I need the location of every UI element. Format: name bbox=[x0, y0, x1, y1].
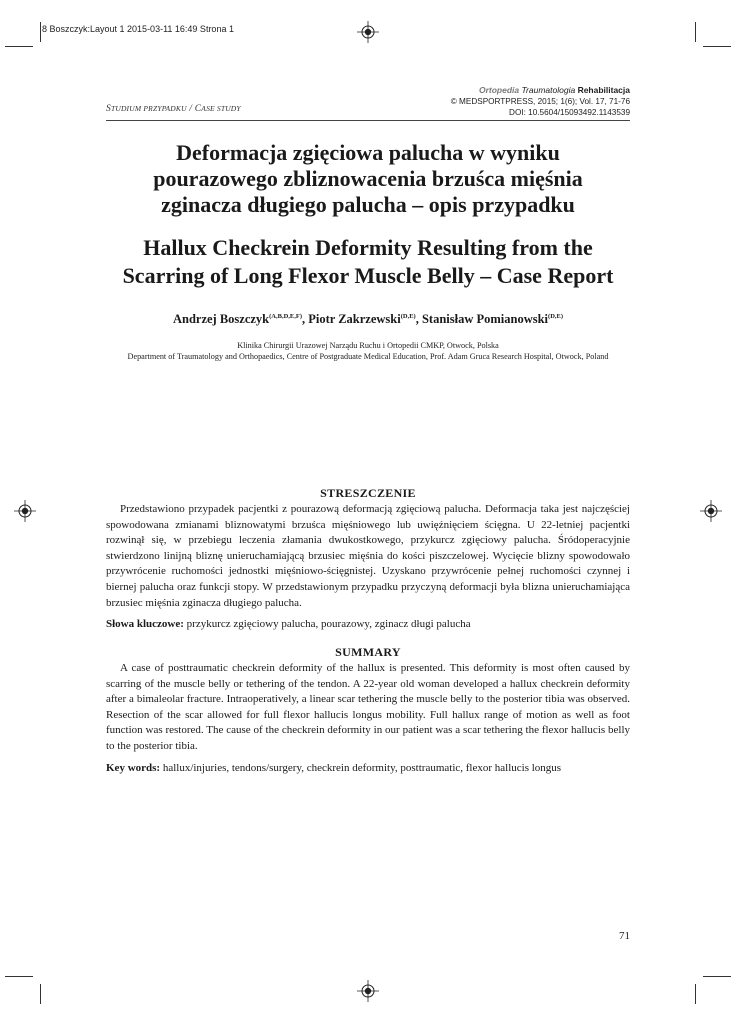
title-line: pourazowego zbliznowacenia brzuśca mięśnia bbox=[153, 166, 583, 191]
section-label-initial: S bbox=[106, 104, 111, 114]
author-contribution: (D,E) bbox=[400, 312, 416, 320]
journal-brand: Ortopedia bbox=[478, 85, 520, 95]
journal-citation: © MEDSPORTPRESS, 2015; 1(6); Vol. 17, 71-76 bbox=[450, 97, 630, 106]
title-line: Hallux Checkrein Deformity Resulting from the bbox=[143, 235, 593, 260]
section-label-rest: ASE STUDY bbox=[201, 104, 241, 113]
crop-mark bbox=[40, 22, 41, 42]
author-contribution: (A,B,D,E,F) bbox=[269, 312, 302, 320]
crop-mark bbox=[695, 22, 696, 42]
journal-doi: DOI: 10.5604/15093492.1143539 bbox=[509, 108, 630, 117]
abstract-polish: Przedstawiono przypadek pacjentki z pourazową deformacją zgięciową palucha. Deformacja taka jest najczęściej spowodowana zmianami bliznowatymi brzuśca mięśniowego lub uwięźnięciem ścięgna. U 22-letniej pacjentki rozwinął się, w przebiegu leczenia złamania dwukostkowego, przykurcz zgięciowy palucha. Śródoperacyjnie stwierdzono linijną bliznę unieruchamiającą brzusiec mięśnia do kości piszczelowej. Wycięcie blizny spowodowało przywrócenie ruchomości jednostki mięśniowo-ścięgnistej. Uzyskano przywrócenie pełnej ruchomości czynnej i biernej palucha oraz funkcji stopy. W przedstawionym przypadku przyczyną deformacji była blizna unieruchamiająca brzusiec mięśnia zginacza długiego palucha. bbox=[106, 503, 630, 609]
affiliation-english: Department of Traumatology and Orthopaedics, Centre of Postgraduate Medical Education, Prof. Adam Gruca Research Hospital, Otwock, Poland bbox=[127, 352, 609, 361]
registration-mark-icon bbox=[357, 21, 379, 43]
keywords-polish bbox=[106, 617, 630, 632]
registration-mark-icon bbox=[700, 500, 722, 522]
author-name: Piotr Zakrzewski bbox=[308, 312, 401, 326]
authors bbox=[106, 312, 630, 327]
affiliation bbox=[60, 340, 676, 362]
section-label-initial: C bbox=[194, 104, 202, 114]
crop-mark bbox=[703, 46, 731, 47]
crop-mark bbox=[5, 976, 33, 977]
author-separator: , bbox=[415, 312, 422, 326]
keywords-text: hallux/injuries, tendons/surgery, checkrein deformity, posttraumatic, flexor hallucis longus bbox=[160, 762, 562, 774]
title-line: Deformacja zgięciowa palucha w wyniku bbox=[176, 140, 560, 165]
section-label-rest: TUDIUM PRZYPADKU bbox=[110, 104, 187, 113]
abstract-english: A case of posttraumatic checkrein deformity of the hallux is presented. This deformity is most often caused by scarring of the muscle belly or tethering of the tendon. A 22-year old woman developed a hallux checkrein deformity after a bimaleolar fracture. Intraoperatively, a linear scar tethering the muscle belly to the posterior tibia was observed. Resection of the scar allowed for full flexor hallucis longus mobility. Full hallux range of motion as well as foot function was restored. The cause of the checkrein deformity in our patient was a scar tethering the flexor hallucis belly to the posterior tibia. bbox=[106, 662, 630, 752]
section-label-separator: / bbox=[186, 104, 195, 114]
title-polish bbox=[106, 140, 630, 218]
title-line: Scarring of Long Flexor Muscle Belly – Case Report bbox=[122, 263, 614, 288]
keywords-english bbox=[106, 761, 630, 776]
author-name: Andrzej Boszczyk bbox=[172, 312, 270, 326]
title-line: zginacza długiego palucha – opis przypadku bbox=[161, 192, 575, 217]
page-number: 71 bbox=[619, 930, 630, 942]
crop-mark bbox=[695, 984, 696, 1004]
crop-mark bbox=[40, 984, 41, 1004]
author-separator: , bbox=[302, 312, 309, 326]
journal-header bbox=[451, 85, 630, 118]
keywords-text: przykurcz zgięciowy palucha, pourazowy, zginacz długi palucha bbox=[183, 618, 471, 630]
registration-mark-icon bbox=[357, 980, 379, 1002]
section-label bbox=[106, 104, 241, 114]
title-english bbox=[106, 234, 630, 290]
keywords-label: Słowa kluczowe: bbox=[106, 618, 184, 630]
journal-name-mid: Traumatologia bbox=[521, 85, 576, 95]
affiliation-polish: Klinika Chirurgii Urazowej Narządu Ruchu i Ortopedii CMKP, Otwock, Polska bbox=[237, 341, 499, 350]
registration-mark-icon bbox=[14, 500, 36, 522]
keywords-label: Key words: bbox=[106, 762, 161, 774]
crop-mark bbox=[5, 46, 33, 47]
abstract-heading-english: SUMMARY bbox=[335, 645, 401, 659]
abstract-heading-polish: STRESZCZENIE bbox=[320, 486, 416, 500]
crop-mark bbox=[703, 976, 731, 977]
author-name: Stanisław Pomianowski bbox=[421, 312, 549, 326]
author-contribution: (D,E) bbox=[548, 312, 564, 320]
header-rule bbox=[106, 120, 630, 121]
print-slug: 8 Boszczyk:Layout 1 2015-03-11 16:49 Strona 1 bbox=[42, 24, 234, 34]
journal-name-end: Rehabilitacja bbox=[577, 85, 630, 95]
